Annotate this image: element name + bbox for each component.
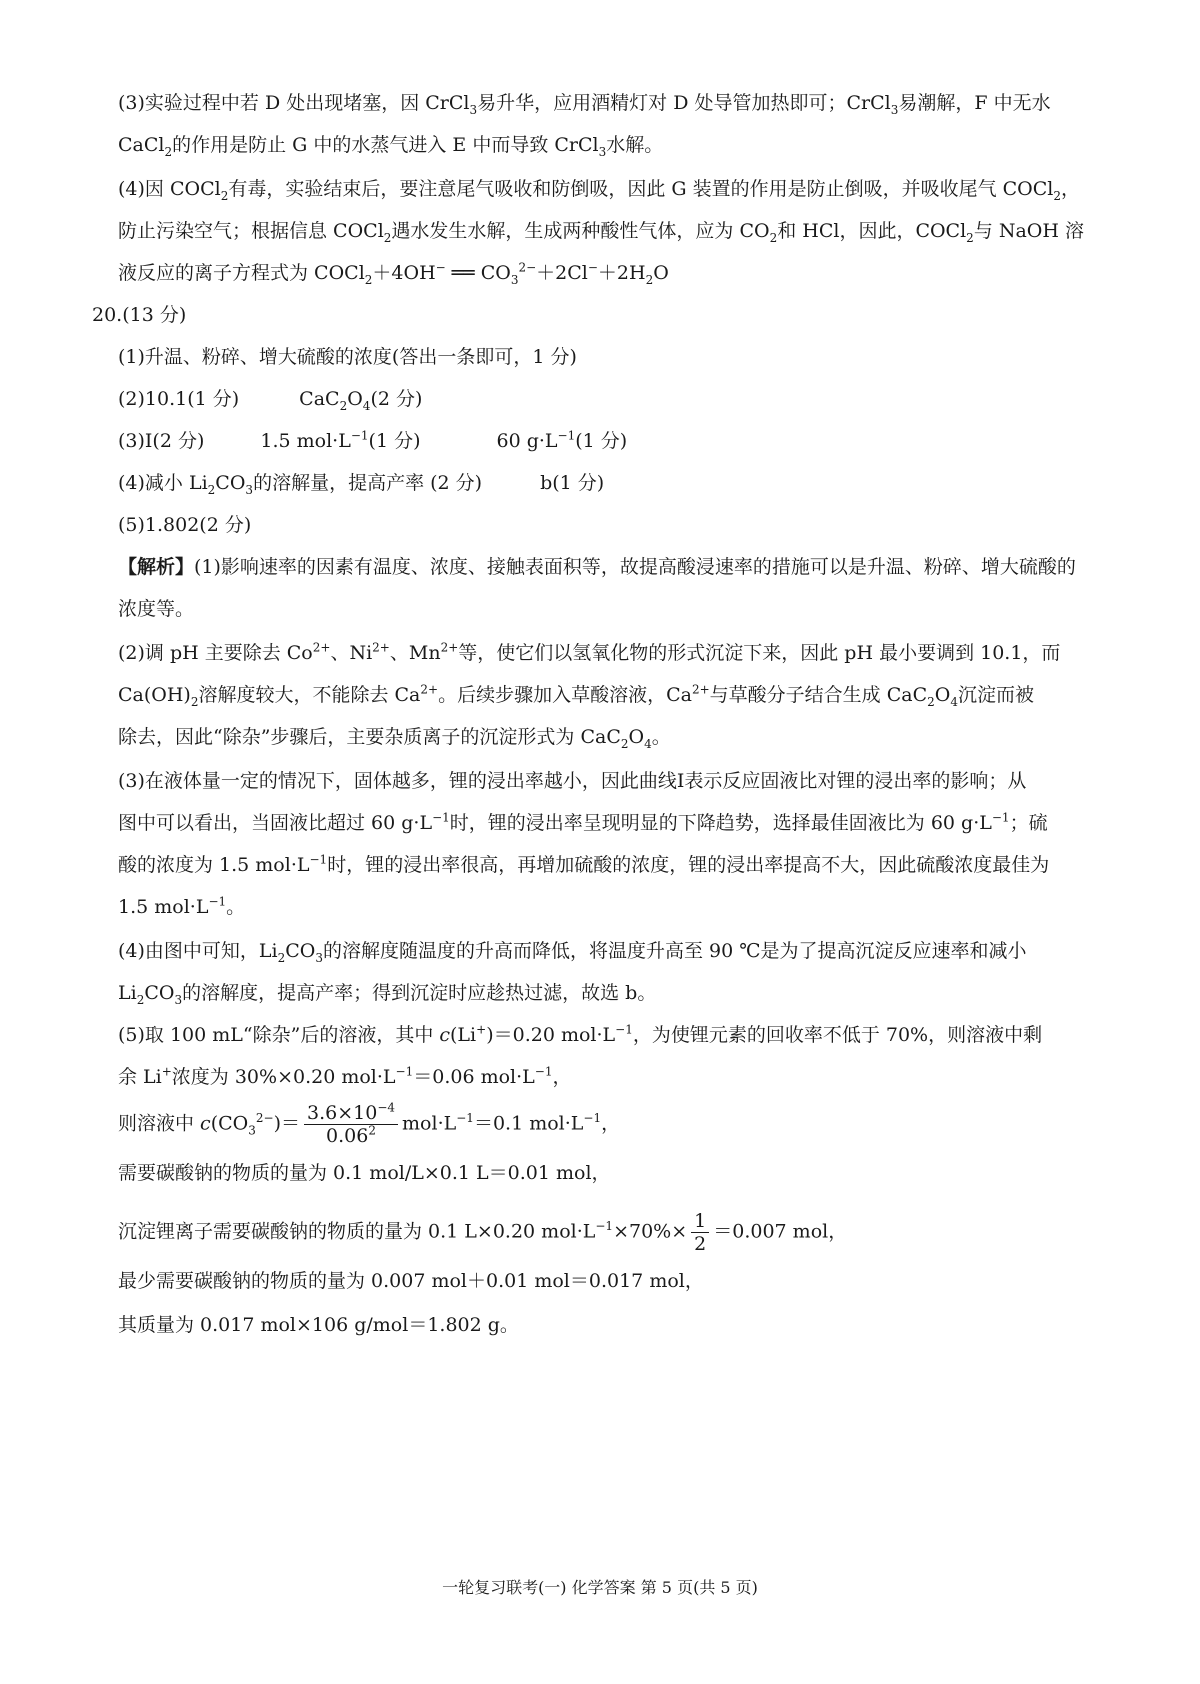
answer-19-3-line-2: CaCl$_2$的作用是防止 G 中的水蒸气进入 E 中而导致 CrCl$_3$水解。 (118, 134, 664, 159)
explanation-5-line-3: 则溶液中 $c(CO_3^{2-})=$ $\frac{3.6\times 10^{-4}}{0.06^2}$ $mol\cdot L^{-1}=0.1$ $mol\cdot L^{-1}$， (118, 1100, 621, 1147)
explanation-3-line-3: 酸的浓度为 1.5 $mol\cdot L^{-1}$时，锂的浸出率很高，再增加硫酸的浓度，锂的浸出率提高不大，因此硫酸浓度最佳为 (118, 852, 1050, 876)
explanation-4-line-2: $Li_2CO_3$的溶解度，提高产率；得到沉淀时应趁热过滤，故选 b。 (118, 982, 657, 1007)
page-footer: 一轮复习联考(一) 化学答案 第 5 页(共 5 页) (442, 1578, 758, 1597)
half-fraction: $\frac{1}{2}$ (691, 1210, 709, 1255)
explanation-5-line-2: 余 Li+浓度为 30%×0.20 $mol\cdot L^{-1}=0.06$ $mol\cdot L^{-1}$， (118, 1064, 572, 1088)
explanation-5-line-5: 沉淀锂离子需要碳酸钠的物质的量为 0.1 L×0.20 $mol\cdot L^{-1}\times 70\%\times$ $\frac{1}{2}$ ＝0.007 mol， (118, 1210, 848, 1255)
answer-20-5: (5)1.802(2 分) (118, 514, 252, 536)
explanation-3-line-1: (3)在液体量一定的情况下，固体越多，锂的浸出率越小，因此曲线Ⅰ表示反应固液比对锂的浸出率的影响；从 (118, 770, 1027, 792)
explanation-4-line-1: (4)由图中可知，$Li_2CO_3$的溶解度随温度的升高而降低，将温度升高至 90 ℃是为了提高沉淀反应速率和减小 (118, 940, 1027, 965)
explanation-3-line-4: 1.5 $mol\cdot L^{-1}$。 (118, 894, 246, 918)
explanation-1-line-2: 浓度等。 (118, 598, 195, 620)
answer-19-4-line-2: 防止污染空气；根据信息 COCl$_2$遇水发生水解，生成两种酸性气体，应为 $CO_2$和 HCl，因此，COCl$_2$与 NaOH 溶 (118, 220, 1084, 245)
answer-20-2: (2)10.1(1 分) $CaC_2O_4(2$ 分) (118, 388, 423, 413)
explanation-1-line-1: 【解析】(1)影响速率的因素有温度、浓度、接触表面积等，故提高酸浸速率的措施可以是升温、粉碎、增大硫酸的 (118, 556, 1076, 578)
explanation-2-line-2: $Ca(OH)_2$溶解度较大，不能除去 $Ca^{2+}$。后续步骤加入草酸溶液，$Ca^{2+}$与草酸分子结合生成 $CaC_2O_4$沉淀而被 (118, 682, 1034, 709)
carbonate-fraction: $\frac{3.6\times 10^{-4}}{0.06^2}$ (304, 1102, 398, 1147)
explanation-5-line-1: (5)取 100 mL“除杂”后的溶液，其中 c(Li+)＝0.20 $mol\cdot L^{-1}$，为使锂元素的回收率不低于 70%，则溶液中剩 (118, 1022, 1043, 1046)
explanation-3-line-2: 图中可以看出，当固液比超过 60 $g\cdot L^{-1}$时，锂的浸出率呈现明显的下降趋势，选择最佳固液比为 60 $g\cdot L^{-1}$；硫 (118, 810, 1048, 834)
answer-19-3-line-1: (3)实验过程中若 D 处出现堵塞，因 CrCl$_3$易升华，应用酒精灯对 D 处导管加热即可；CrCl$_3$易潮解，F 中无水 (118, 92, 1051, 117)
answer-19-4-line-1: (4)因 COCl$_2$有毒，实验结束后，要注意尾气吸收和防倒吸，因此 G 装置的作用是防止倒吸，并吸收尾气 COCl$_2$， (118, 178, 1081, 203)
explanation-tag: 【解析】 (118, 556, 195, 578)
answer-20-4: (4)减小 $Li_2CO_3$的溶解量，提高产率 (2 分) b(1 分) (118, 472, 605, 497)
explanation-2-line-3: 除去，因此“除杂”步骤后，主要杂质离子的沉淀形式为 $CaC_2O_4$。 (118, 726, 671, 751)
ionic-equation: 液反应的离子方程式为 COCl$_2$＋4OH− ══ $CO_3^{2-}+2Cl^-+2H_2O$ (118, 260, 669, 287)
answer-20-3: (3)Ⅰ(2 分) 1.5 $mol\cdot L^{-1}(1$ 分) 60 $g\cdot L^{-1}(1$ 分) (118, 428, 628, 452)
explanation-5-line-7: 其质量为 0.017 mol×106 g/mol＝1.802 g。 (118, 1314, 519, 1336)
question-20-heading: 20.(13 分) (92, 304, 187, 326)
explanation-2-line-1: (2)调 pH 主要除去 $Co^{2+}$、$Ni^{2+}$、$Mn^{2+}$等，使它们以氢氧化物的形式沉淀下来，因此 pH 最小要调到 10.1，而 (118, 640, 1061, 664)
explanation-5-line-6: 最少需要碳酸钠的物质的量为 0.007 mol＋0.01 mol＝0.017 mol， (118, 1270, 704, 1292)
explanation-5-line-4: 需要碳酸钠的物质的量为 0.1 mol/L×0.1 L＝0.01 mol， (118, 1162, 611, 1184)
answer-20-1: (1)升温、粉碎、增大硫酸的浓度(答出一条即可，1 分) (118, 346, 577, 368)
